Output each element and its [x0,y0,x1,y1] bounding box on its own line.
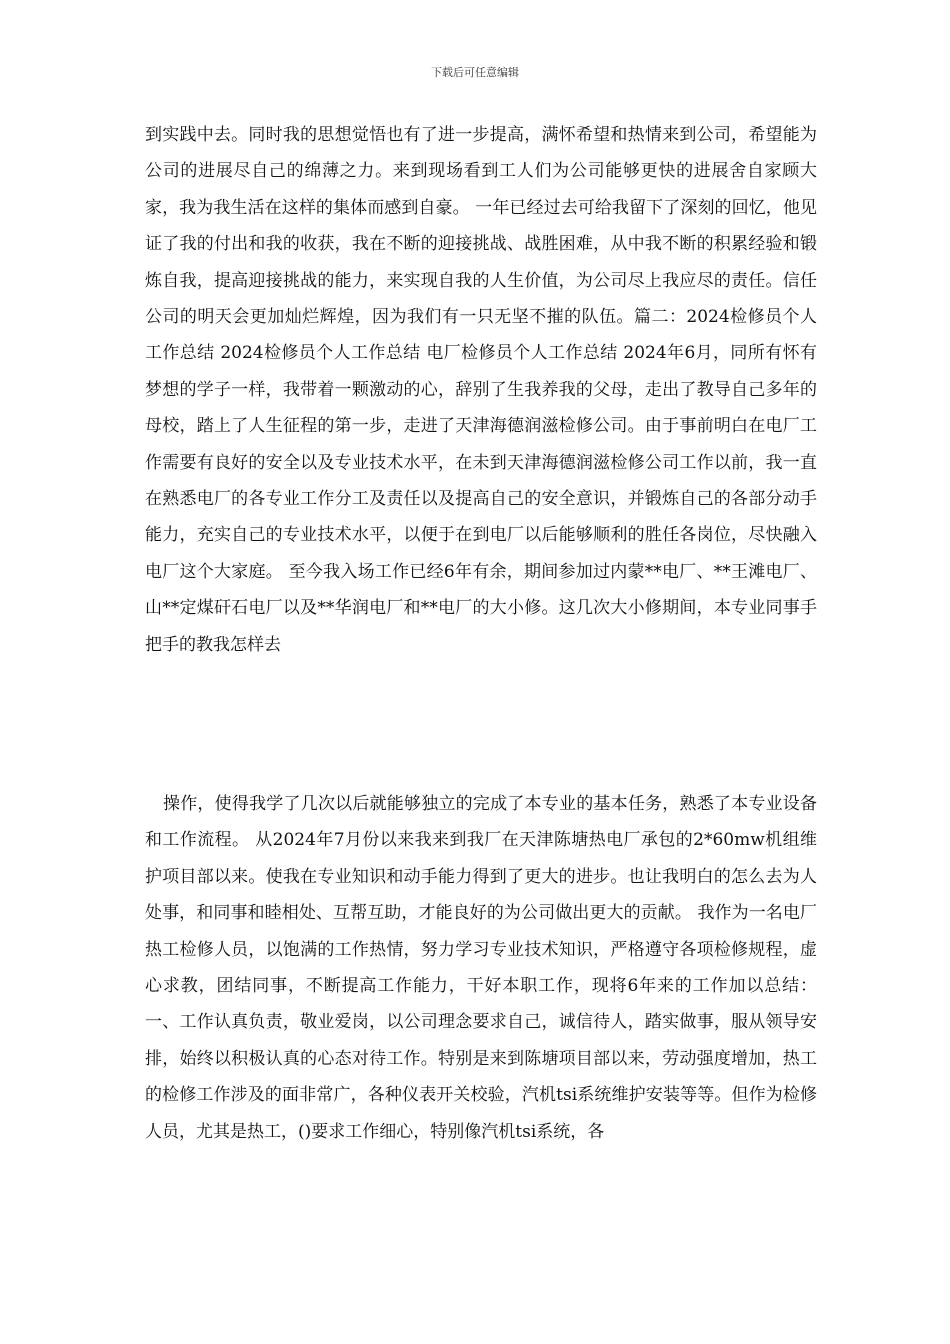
body-paragraph-2: 操作，使得我学了几次以后就能够独立的完成了本专业的基本任务，熟悉了本专业设备和工作流程。 从2024年7月份以来我来到我厂在天津陈塘热电厂承包的2*60mw机组维护项目部以来。使我在专业知识和动手能力得到了更大的进步。也让我明白的怎么去为人处事，和同事和睦相处、互帮互助，才能良好的为公司做出更大的贡献。 我作为一名电厂热工检修人员，以饱满的工作热情，努力学习专业技术知识，严格遵守各项检修规程，虚心求教，团结同事，不断提高工作能力，干好本职工作，现将6年来的工作加以总结： 一、工作认真负责，敬业爱岗，以公司理念要求自己，诚信待人，踏实做事，服从领导安排，始终以积极认真的心态对待工作。特别是来到陈塘项目部以来，劳动强度增加，热工的检修工作涉及的面非常广，各种仪表开关校验，汽机tsi系统维护安装等等。但作为检修人员，尤其是热工，()要求工作细心，特别像汽机tsi系统，各 [145,794,817,1142]
body-paragraph-1: 到实践中去。同时我的思想觉悟也有了进一步提高，满怀希望和热情来到公司，希望能为公司的进展尽自己的绵薄之力。来到现场看到工人们为公司能够更快的进展舍自家顾大家，我为我生活在这样的集体而感到自豪。 一年已经过去可给我留下了深刻的回忆，他见证了我的付出和我的收获，我在不断的迎接挑战、战胜困难，从中我不断的积累经验和锻炼自我，提高迎接挑战的能力，来实现自我的人生价值，为公司尽上我应尽的责任。信任公司的明天会更加灿烂辉煌，因为我们有一只无坚不摧的队伍。篇二：2024检修员个人工作总结 2024检修员个人工作总结 电厂检修员个人工作总结 2024年6月，同所有怀有梦想的学子一样，我带着一颗激动的心，辞别了生我养我的父母，走出了教导自己多年的母校，踏上了人生征程的第一步，走进了天津海德润滋检修公司。由于事前明白在电厂工作需要有良好的安全以及专业技术水平，在未到天津海德润滋检修公司工作以前，我一直在熟悉电厂的各专业工作分工及责任以及提高自己的安全意识，并锻炼自己的各部分动手能力，充实自己的专业技术水平，以便于在到电厂以后能够顺利的胜任各岗位，尽快融入电厂这个大家庭。 至今我入场工作已经6年有余，期间参加过内蒙**电厂、**王滩电厂、山**定煤矸石电厂以及**华润电厂和**电厂的大小修。这几次大小修期间，本专业同事手把手的教我怎样去 [145,125,817,655]
page-header-note: 下载后可任意编辑 [431,66,519,79]
